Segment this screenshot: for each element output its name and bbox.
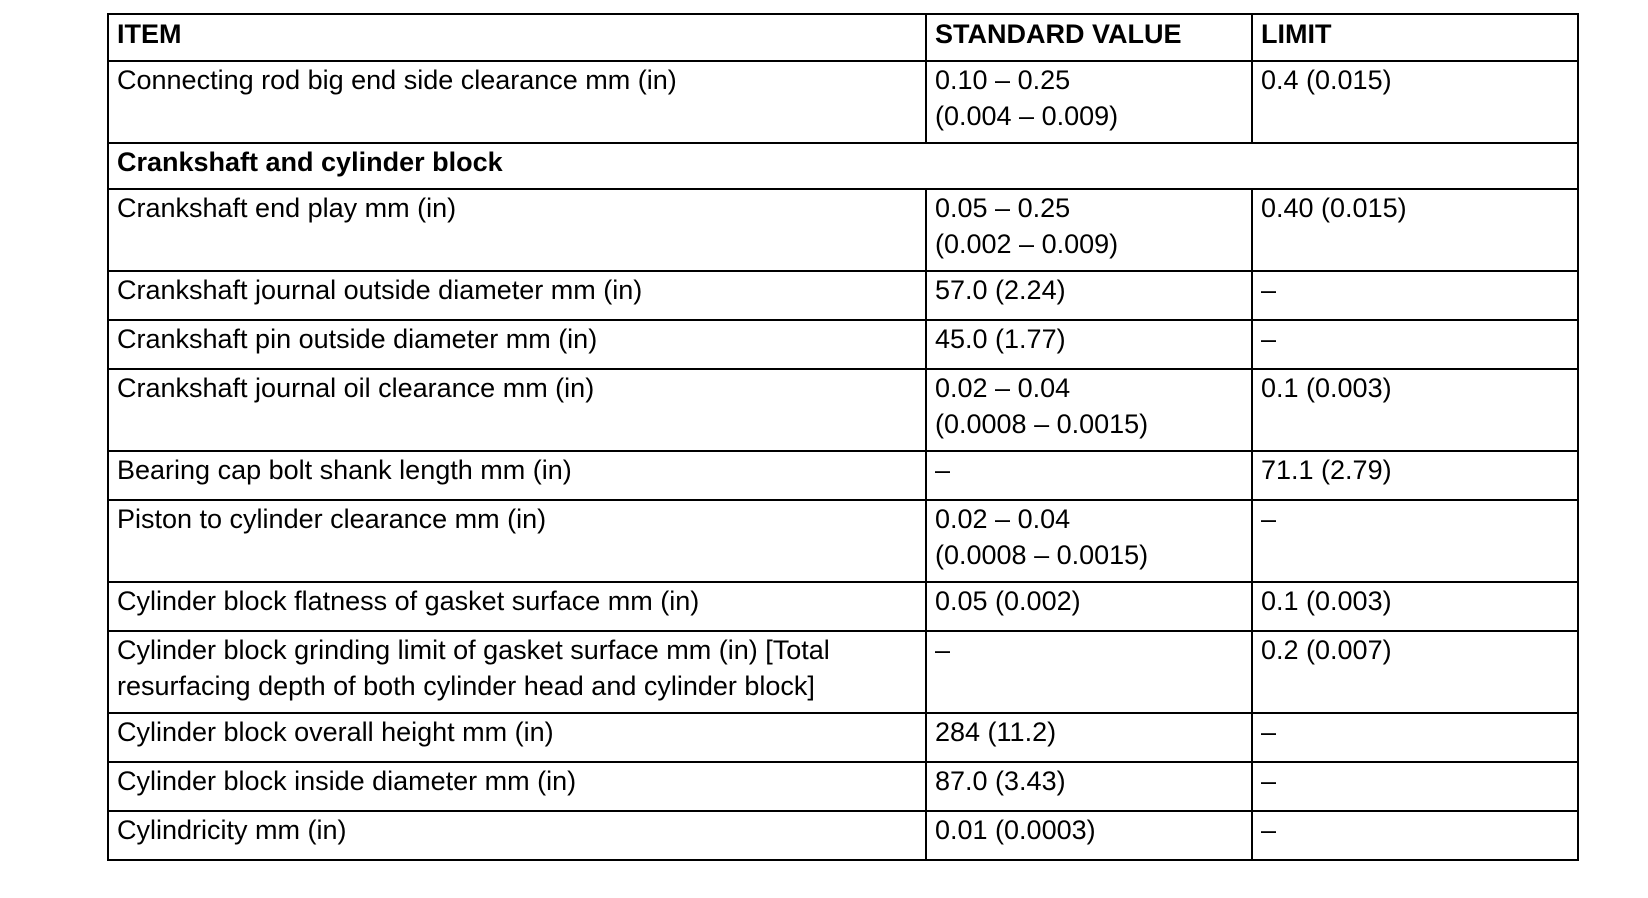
- item-cell-line: Cylinder block flatness of gasket surface mm (in): [117, 586, 700, 616]
- item-cell: [108, 61, 926, 143]
- item-cell: [108, 369, 926, 451]
- standard-value-cell-line: (0.0008 – 0.0015): [935, 540, 1149, 570]
- standard-value-cell-line: 0.05 – 0.25: [935, 193, 1071, 223]
- limit-cell: [1252, 811, 1578, 860]
- item-cell: [108, 451, 926, 500]
- limit-cell-line: –: [1261, 275, 1277, 305]
- standard-value-cell: [926, 713, 1252, 762]
- table-row: [108, 369, 1578, 451]
- table-row: [108, 61, 1578, 143]
- section-heading: Crankshaft and cylinder block: [108, 143, 1578, 189]
- table-row: [108, 713, 1578, 762]
- standard-value-cell-line: 284 (11.2): [935, 717, 1057, 747]
- header-standard-value: STANDARD VALUE: [926, 14, 1252, 61]
- standard-value-cell-line: (0.0008 – 0.0015): [935, 409, 1149, 439]
- item-cell-line: Crankshaft pin outside diameter mm (in): [117, 324, 598, 354]
- standard-value-cell-line: 0.10 – 0.25: [935, 65, 1071, 95]
- standard-value-cell: [926, 631, 1252, 713]
- limit-cell-line: –: [1261, 504, 1277, 534]
- standard-value-cell-line: (0.002 – 0.009): [935, 229, 1119, 259]
- standard-value-cell-line: 0.02 – 0.04: [935, 373, 1071, 403]
- item-cell-line: Connecting rod big end side clearance mm (in): [117, 65, 677, 95]
- standard-value-cell: [926, 189, 1252, 271]
- table-row: [108, 189, 1578, 271]
- header-row: [108, 14, 1578, 61]
- table-row: [108, 762, 1578, 811]
- limit-cell: [1252, 189, 1578, 271]
- limit-cell: [1252, 61, 1578, 143]
- header-limit: LIMIT: [1252, 14, 1578, 61]
- limit-cell: [1252, 451, 1578, 500]
- standard-value-cell-line: 0.05 (0.002): [935, 586, 1081, 616]
- table-row: [108, 811, 1578, 860]
- standard-value-cell: [926, 582, 1252, 631]
- item-cell-line: Cylinder block inside diameter mm (in): [117, 766, 577, 796]
- item-cell: [108, 500, 926, 582]
- limit-cell: [1252, 320, 1578, 369]
- standard-value-cell: [926, 811, 1252, 860]
- item-cell-line: Cylindricity mm (in): [117, 815, 347, 845]
- standard-value-cell-line: (0.004 – 0.009): [935, 101, 1119, 131]
- limit-cell-line: 0.1 (0.003): [1261, 586, 1392, 616]
- item-cell-line: Crankshaft end play mm (in): [117, 193, 457, 223]
- limit-cell-line: 0.1 (0.003): [1261, 373, 1392, 403]
- standard-value-cell-line: –: [935, 635, 951, 665]
- limit-cell: [1252, 271, 1578, 320]
- limit-cell: [1252, 631, 1578, 713]
- table-row: [108, 631, 1578, 713]
- table-row: [108, 451, 1578, 500]
- standard-value-cell-line: 45.0 (1.77): [935, 324, 1066, 354]
- item-cell-line: Cylinder block overall height mm (in): [117, 717, 554, 747]
- table-row: [108, 271, 1578, 320]
- limit-cell: [1252, 369, 1578, 451]
- item-cell-line: Crankshaft journal outside diameter mm (in): [117, 275, 643, 305]
- table-body: [108, 61, 1578, 860]
- standard-value-cell: [926, 271, 1252, 320]
- item-cell: [108, 582, 926, 631]
- item-cell: [108, 320, 926, 369]
- item-cell: [108, 631, 926, 713]
- standard-value-cell: [926, 61, 1252, 143]
- table-row: [108, 582, 1578, 631]
- limit-cell-line: –: [1261, 766, 1277, 796]
- standard-value-cell-line: 0.01 (0.0003): [935, 815, 1096, 845]
- item-cell: [108, 713, 926, 762]
- standard-value-cell-line: 0.02 – 0.04: [935, 504, 1071, 534]
- standard-value-cell: [926, 369, 1252, 451]
- item-cell: [108, 762, 926, 811]
- limit-cell-line: 0.4 (0.015): [1261, 65, 1392, 95]
- header-item: ITEM: [108, 14, 926, 61]
- standard-value-cell-line: 57.0 (2.24): [935, 275, 1066, 305]
- item-cell: [108, 189, 926, 271]
- standard-value-cell-line: 87.0 (3.43): [935, 766, 1066, 796]
- standard-value-cell: [926, 451, 1252, 500]
- limit-cell: [1252, 500, 1578, 582]
- limit-cell: [1252, 762, 1578, 811]
- limit-cell-line: 0.40 (0.015): [1261, 193, 1407, 223]
- limit-cell-line: –: [1261, 324, 1277, 354]
- table-row: [108, 320, 1578, 369]
- standard-value-cell: [926, 500, 1252, 582]
- limit-cell-line: –: [1261, 815, 1277, 845]
- section-row: [108, 143, 1578, 189]
- item-cell-line: Crankshaft journal oil clearance mm (in): [117, 373, 595, 403]
- limit-cell: [1252, 582, 1578, 631]
- standard-value-cell: [926, 320, 1252, 369]
- specification-table: [107, 13, 1579, 861]
- standard-value-cell-line: –: [935, 455, 951, 485]
- limit-cell: [1252, 713, 1578, 762]
- item-cell: [108, 271, 926, 320]
- item-cell-line: Piston to cylinder clearance mm (in): [117, 504, 547, 534]
- limit-cell-line: –: [1261, 717, 1277, 747]
- item-cell-line: Cylinder block grinding limit of gasket surface mm (in) [Total: [117, 635, 830, 665]
- table-row: [108, 500, 1578, 582]
- standard-value-cell: [926, 762, 1252, 811]
- item-cell: [108, 811, 926, 860]
- item-cell-line: resurfacing depth of both cylinder head and cylinder block]: [117, 671, 815, 701]
- limit-cell-line: 0.2 (0.007): [1261, 635, 1392, 665]
- limit-cell-line: 71.1 (2.79): [1261, 455, 1392, 485]
- item-cell-line: Bearing cap bolt shank length mm (in): [117, 455, 572, 485]
